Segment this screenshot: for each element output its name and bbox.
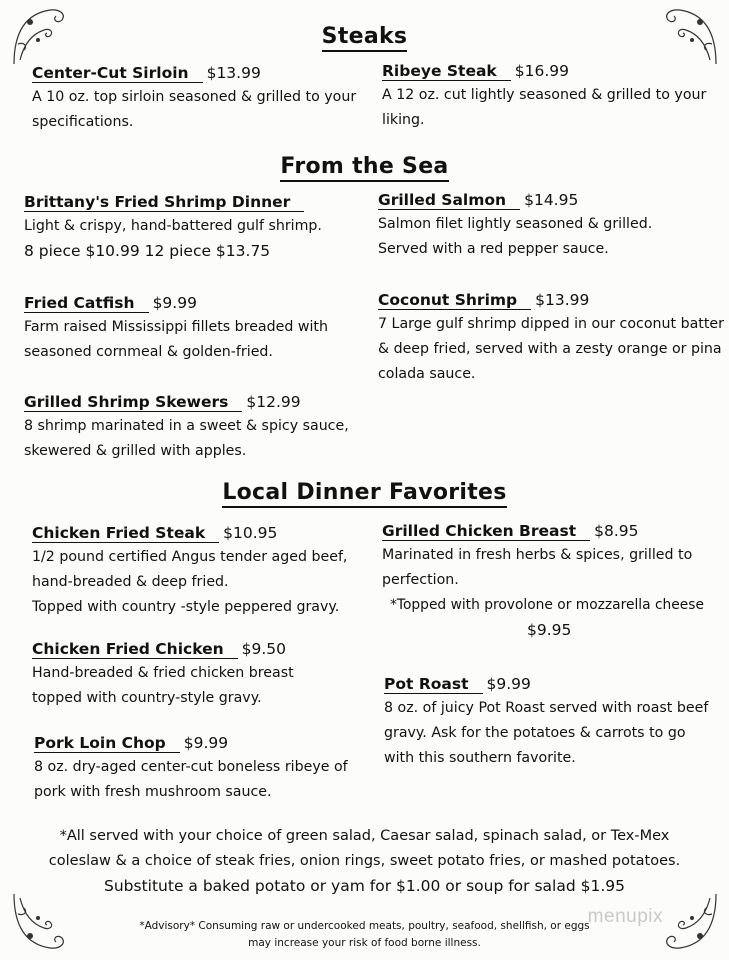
item-description: 8 oz. dry-aged center-cut boneless ribeye of pork with fresh mushroom sauce. (34, 759, 348, 800)
menu-item (24, 291, 369, 365)
item-price: $8.95 (594, 522, 639, 540)
section-title-steaks: Steaks (0, 24, 729, 49)
item-name: Coconut Shrimp (378, 291, 531, 310)
item-price: $9.99 (486, 675, 531, 693)
menu-item (382, 519, 727, 643)
substitute-note: Substitute a baked potato or yam for $1.00 or soup for salad $1.95 (104, 877, 625, 895)
item-price: $9.99 (152, 294, 197, 312)
item-name: Grilled Shrimp Skewers (24, 393, 242, 412)
item-note-price: $9.95 (527, 621, 572, 639)
item-name: Pot Roast (384, 675, 483, 694)
item-name: Grilled Chicken Breast (382, 522, 590, 541)
menu-item (24, 190, 369, 264)
menu-item (378, 188, 723, 262)
item-name: Pork Loin Chop (34, 734, 180, 753)
item-price: $9.99 (183, 734, 229, 752)
item-name: Chicken Fried Steak (32, 524, 219, 543)
item-description: Marinated in fresh herbs & spices, grilled to perfection. (382, 547, 693, 588)
item-price: $13.99 (535, 291, 590, 309)
item-description: Farm raised Mississippi fillets breaded with seasoned cornmeal & golden-fried. (24, 319, 328, 360)
item-description: 1/2 pound certified Angus tender aged beef, hand-breaded & deep fried. Topped with country -style peppered gravy. (32, 549, 348, 615)
item-sizes: 8 piece $10.99 12 piece $13.75 (24, 242, 271, 260)
menu-item (384, 672, 729, 771)
item-price: $12.99 (246, 393, 301, 411)
item-name: Ribeye Steak (382, 62, 511, 81)
item-name: Grilled Salmon (378, 191, 520, 210)
menu-item (32, 61, 372, 135)
item-note: *Topped with provolone or mozzarella cheese (390, 597, 704, 613)
item-description: Salmon filet lightly seasoned & grilled. Served with a red pepper sauce. (378, 216, 653, 257)
item-description: Hand-breaded & fried chicken breast topped with country-style gravy. (32, 665, 294, 706)
item-price: $16.99 (514, 62, 569, 80)
item-price: $13.99 (206, 64, 261, 82)
item-description: Light & crispy, hand-battered gulf shrimp. (24, 218, 322, 234)
section-title-sea: From the Sea (0, 154, 729, 179)
item-name: Chicken Fried Chicken (32, 640, 238, 659)
item-description: 7 Large gulf shrimp dipped in our coconut batter & deep fried, served with a zesty orange or pina colada sauce. (378, 316, 724, 382)
menu-item (32, 521, 377, 620)
item-name: Fried Catfish (24, 294, 149, 313)
menu-item (382, 59, 722, 133)
item-name: Center-Cut Sirloin (32, 64, 203, 83)
menu-item (34, 731, 379, 805)
item-description: 8 shrimp marinated in a sweet & spicy sauce, skewered & grilled with apples. (24, 418, 349, 459)
item-price: $10.95 (223, 524, 278, 542)
item-price: $14.95 (524, 191, 579, 209)
sides-note-line-1: *All served with your choice of green salad, Caesar salad, spinach salad, or Tex-Mex (59, 828, 670, 844)
item-description: A 12 oz. cut lightly seasoned & grilled to your liking. (382, 87, 707, 128)
menu-item (32, 637, 377, 711)
sides-note-line-2: coleslaw & a choice of steak fries, onion rings, sweet potato fries, or mashed potatoes. (48, 853, 681, 869)
menu-item (24, 390, 369, 464)
item-price: $9.50 (241, 640, 287, 658)
item-name: Brittany's Fried Shrimp Dinner (24, 193, 304, 212)
menu-item (378, 288, 728, 387)
advisory-line-1: *Advisory* Consuming raw or undercooked meats, poultry, seafood, shellfish, or eggs (139, 920, 590, 932)
item-description: A 10 oz. top sirloin seasoned & grilled to your specifications. (32, 89, 357, 130)
watermark-logo: menupix (587, 906, 663, 927)
advisory-line-2: may increase your risk of food borne illness. (248, 937, 481, 949)
item-description: 8 oz. of juicy Pot Roast served with roast beef gravy. Ask for the potatoes & carrots to go with this southern favorite. (384, 700, 709, 766)
section-title-local: Local Dinner Favorites (0, 480, 729, 505)
